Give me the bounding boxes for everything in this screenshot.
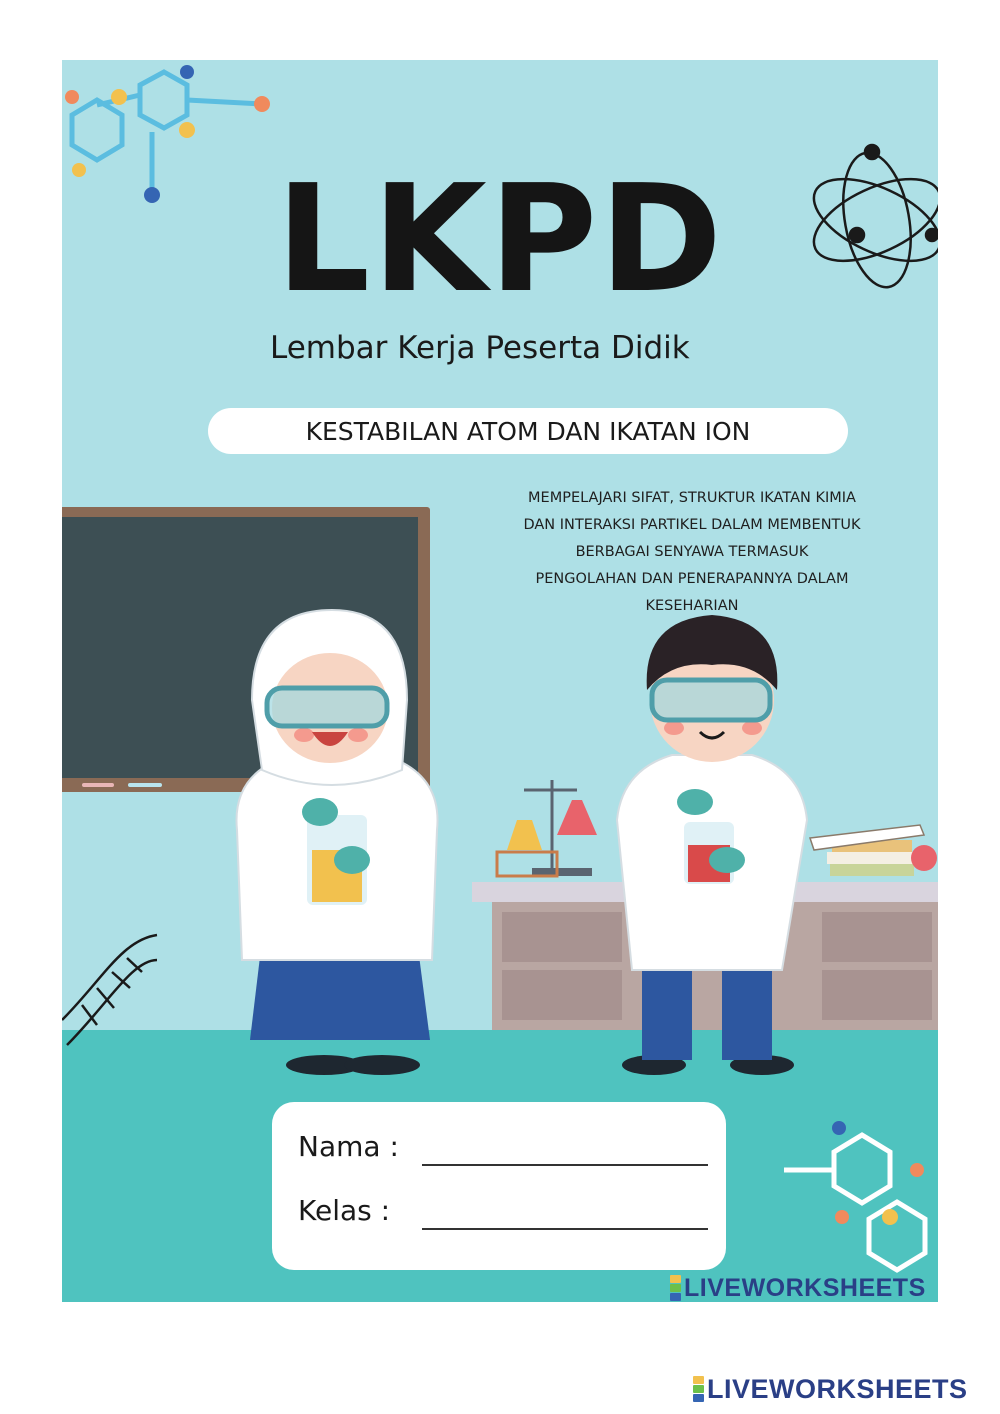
description bbox=[492, 485, 892, 620]
description-line: KESEHARIAN bbox=[645, 598, 739, 614]
worksheet-cover bbox=[62, 60, 938, 1302]
topic-banner bbox=[208, 408, 848, 454]
inner-watermark-text: LIVEWORKSHEETS bbox=[684, 1274, 926, 1302]
girl-student bbox=[237, 610, 438, 1075]
inner-watermark bbox=[670, 1274, 926, 1302]
page-title: LKPD bbox=[275, 153, 725, 325]
liveworksheets-logo-icon bbox=[693, 1376, 704, 1403]
class-input-line[interactable] bbox=[422, 1228, 708, 1230]
student-info-card bbox=[272, 1102, 726, 1270]
name-label: Nama : bbox=[298, 1130, 399, 1163]
description-line: DAN INTERAKSI PARTIKEL DALAM MEMBENTUK bbox=[523, 517, 861, 533]
page-watermark bbox=[693, 1374, 968, 1405]
description-line: MEMPELAJARI SIFAT, STRUKTUR IKATAN KIMIA bbox=[528, 490, 856, 506]
topic-label: KESTABILAN ATOM DAN IKATAN ION bbox=[305, 416, 751, 446]
page-watermark-text: LIVEWORKSHEETS bbox=[707, 1374, 968, 1404]
class-field-row bbox=[298, 1194, 708, 1234]
description-line: BERBAGAI SENYAWA TERMASUK bbox=[575, 544, 809, 560]
name-input-line[interactable] bbox=[422, 1164, 708, 1166]
class-label: Kelas : bbox=[298, 1194, 391, 1227]
description-line: PENGOLAHAN DAN PENERAPANNYA DALAM bbox=[535, 571, 849, 587]
molecule-hexagon-icon bbox=[784, 1121, 925, 1270]
liveworksheets-logo-icon bbox=[670, 1275, 681, 1302]
name-field-row bbox=[298, 1130, 708, 1170]
dna-icon bbox=[62, 935, 157, 1045]
page-subtitle: Lembar Kerja Peserta Didik bbox=[270, 330, 690, 366]
